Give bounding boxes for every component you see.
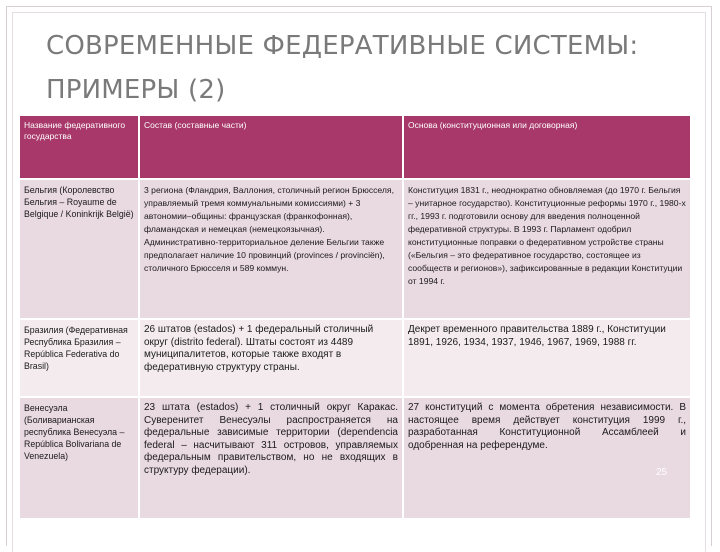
cell-name-venezuela: Венесуэла (Боливарианская республика Венесуэла – República Bolivariana de Venezuela) [20,396,138,518]
cell-composition-belgium: 3 региона (Фландрия, Валлония, столичный регион Брюсселя, управляемый тремя коммунальными комиссиями) + 3 автономии–общины: французская (франкофонная), фламандская и немецкая (немецкоязычная). Административно-территориальное деление Бельгии также предполагает наличие 10 провинций (provinces / provinciën), столичного Брюсселя и 589 коммун. [140,178,402,318]
cell-basis-belgium: Конституция 1831 г., неоднократно обновляемая (до 1970 г. Бельгия – унитарное государство). Конституционные реформы 1970 г., 1980-х гг., 1993 г. подготовили основу для введения полноценной федеративной структуры. В 1993 г. Парламент одобрил конституционные поправки о федеративном устройстве страны («Бельгия – это федеративное государство, состоящее из сообществ и регионов»), зафиксированные в редакции Конституции от 1994 г. [404,178,690,318]
cell-basis-venezuela: 27 конституций с момента обретения независимости. В настоящее время действует конституция 1999 г., разработанная Конституционной Ассамблеей и одобренная на референдуме. [404,396,690,518]
header-composition: Состав (составные части) [140,116,402,178]
header-basis: Основа (конституционная или договорная) [404,116,690,178]
table-row [20,396,690,518]
table-row [20,318,690,396]
table-header-row [20,116,690,178]
cell-name-belgium: Бельгия (Королевство Бельгия – Royaume de Belgique / Koninkrijk België) [20,178,138,318]
header-state-name: Название федеративного государства [20,116,138,178]
cell-composition-venezuela: 23 штата (estados) + 1 столичный округ Каракас. Суверенитет Венесуэлы распространяется на федеральные зависимые территории (dependencia federal – насчитывают 311 островов, управляемых федеральным правительством, но не входящих в структуру федерации). [140,396,402,518]
cell-composition-brazil: 26 штатов (estados) + 1 федеральный столичный округ (distrito federal). Штаты состоят из 4489 муниципалитетов, которые также входят в федеративную структуру страны. [140,318,402,396]
page-number: 25 [656,467,668,478]
table-row [20,178,690,318]
cell-basis-brazil: Декрет временного правительства 1889 г., Конституции 1891, 1926, 1934, 1937, 1946, 1967, 1969, 1988 гг. [404,318,690,396]
cell-name-brazil: Бразилия (Федеративная Республика Бразилия – República Federativa do Brasil) [20,318,138,396]
federations-table [18,116,692,518]
slide-title: СОВРЕМЕННЫЕ ФЕДЕРАТИВНЫЕ СИСТЕМЫ: ПРИМЕРЫ (2) [46,31,639,105]
